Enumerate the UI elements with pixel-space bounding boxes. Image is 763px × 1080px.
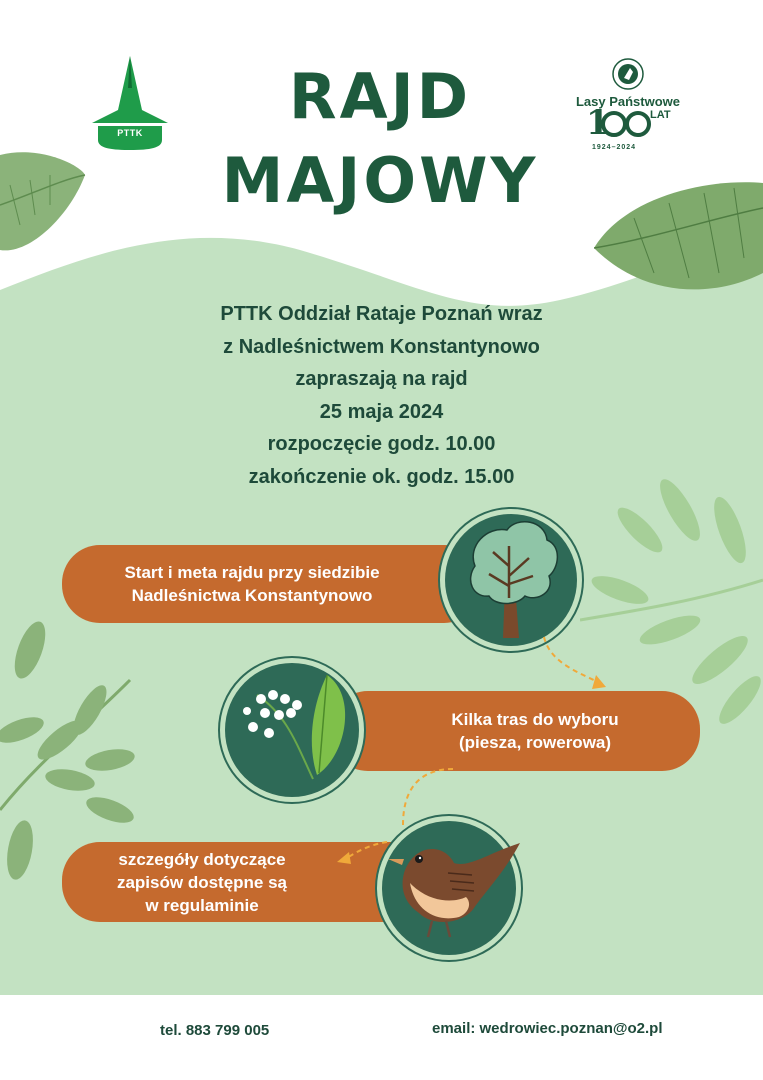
pttk-logo — [80, 48, 180, 160]
lily-of-the-valley-icon — [217, 655, 367, 805]
info-pill-line: (piesza, rowerowa) — [458, 733, 612, 752]
tree-icon — [437, 506, 585, 654]
wren-bird-icon — [374, 813, 524, 963]
lasy-panstwowe-logo — [566, 56, 690, 156]
lasy-panstwowe-lat: LAT — [650, 109, 671, 121]
dashed-arrow-1-icon — [540, 633, 610, 695]
lasy-panstwowe-years: 1924–2024 — [592, 144, 637, 151]
info-pill-line: szczegóły dotyczące — [118, 849, 286, 869]
svg-text:1: 1 — [586, 103, 610, 143]
footer-email[interactable]: email: wedrowiec.poznan@o2.pl — [432, 1020, 663, 1037]
intro-text — [120, 298, 643, 493]
info-pill-line: zapisów dostępne są — [116, 872, 288, 892]
intro-line: zapraszają na rajd — [295, 368, 468, 390]
intro-line: PTTK Oddział Rataje Poznań wraz — [220, 303, 543, 325]
info-pill-line: Start i meta rajdu przy siedzibie — [124, 563, 380, 582]
pttk-logo-text: PTTK — [117, 128, 143, 138]
info-pill-line: Kilka tras do wyboru — [451, 710, 619, 729]
footer — [0, 995, 763, 1080]
pttk-mountain-icon — [80, 48, 180, 160]
lasy-panstwowe-name: Lasy Państwowe — [575, 94, 681, 109]
info-pill-routes — [330, 691, 700, 771]
leaf-top-left-icon — [0, 145, 90, 255]
leaf-top-right-icon — [594, 178, 763, 300]
intro-date: 25 maja 2024 — [319, 400, 444, 423]
intro-start-time: rozpoczęcie godz. 10.00 — [267, 433, 496, 455]
intro-line: z Nadleśnictwem Konstantynowo — [223, 335, 540, 358]
info-pill-line: w regulaminie — [145, 895, 259, 915]
title-line-1: RAJD — [288, 60, 472, 133]
title-line-2: MAJOWY — [221, 144, 539, 217]
info-pill-start — [62, 545, 482, 623]
info-pill-line: Nadleśnictwa Konstantynowo — [131, 586, 373, 605]
footer-phone[interactable]: tel. 883 799 005 — [160, 1022, 270, 1039]
intro-end-time: zakończenie ok. godz. 15.00 — [248, 465, 515, 488]
